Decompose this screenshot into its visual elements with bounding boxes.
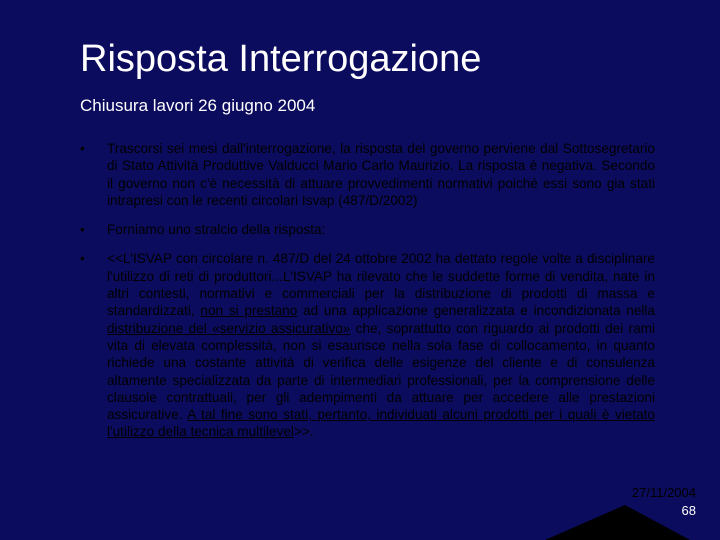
quote-text-part: <<L'ISVAP con circolare n. 487/D del 24 ottobre 2002 ha dettato regole volte a disciplinare l'utilizzo di reti di produttori...L'ISVAP ha rilevato che le suddette forme di vendita, nate in altri contesti, normativi e commerciali per la distribuzione di prodotti di massa e standardizzati,: [107, 251, 655, 319]
bullet-icon: •: [80, 222, 85, 238]
slide-subtitle: Chiusura lavori 26 giugno 2004: [80, 96, 316, 115]
quote-text-part: >>.: [293, 424, 314, 440]
bullet-text: Forniamo uno stralcio della risposta:: [107, 222, 326, 238]
underlined-phrase: distribuzione del «servizio assicurativo»: [107, 320, 351, 336]
quote-text: [107, 250, 655, 440]
bullet-item: [80, 140, 655, 209]
bullet-icon: •: [80, 141, 85, 156]
quote-text-part: che, soprattutto con riguardo ai prodotti dei rami vita di elevata complessità, non si esaurisce nella sola fase di collocamento, in quanto richiede una costante attività di verifica delle esigenze del cliente e di consulenza altamente specializzata da parte di intermediari professionali, per la comprensione delle clausole contrattuali, per gli adempimenti da attuare per accedere alle prestazioni assicurative.: [107, 320, 655, 423]
page-number: 68: [681, 503, 696, 518]
bullet-text: Trascorsi sei mesi dall'interrogazione, la risposta del governo perviene dal Sottosegretario di Stato Attività Produttive Valducci Mario Carlo Maurizio. La risposta è negativa. Secondo il governo non c'è necessità di attuare provvedimenti normativi poiché essi sono gia stati intrapresi con le recenti circolari Isvap (487/D/2002): [107, 141, 655, 208]
quote-text-part: ad una applicazione generalizzata e incondizionata nella: [297, 303, 655, 319]
underlined-phrase: A tal fine sono stati, pertanto, individuati alcuni prodotti per i quali è vietato l'utilizzo della tecnica multilevel: [107, 407, 655, 440]
bullet-list: [80, 140, 655, 453]
slide-title: Risposta Interrogazione: [80, 38, 482, 80]
slide-date: 27/11/2004: [631, 485, 696, 500]
bullet-icon: •: [80, 251, 85, 267]
underlined-phrase: non si prestano: [200, 303, 298, 319]
bullet-item: [80, 221, 655, 238]
bullet-item: [80, 250, 655, 440]
